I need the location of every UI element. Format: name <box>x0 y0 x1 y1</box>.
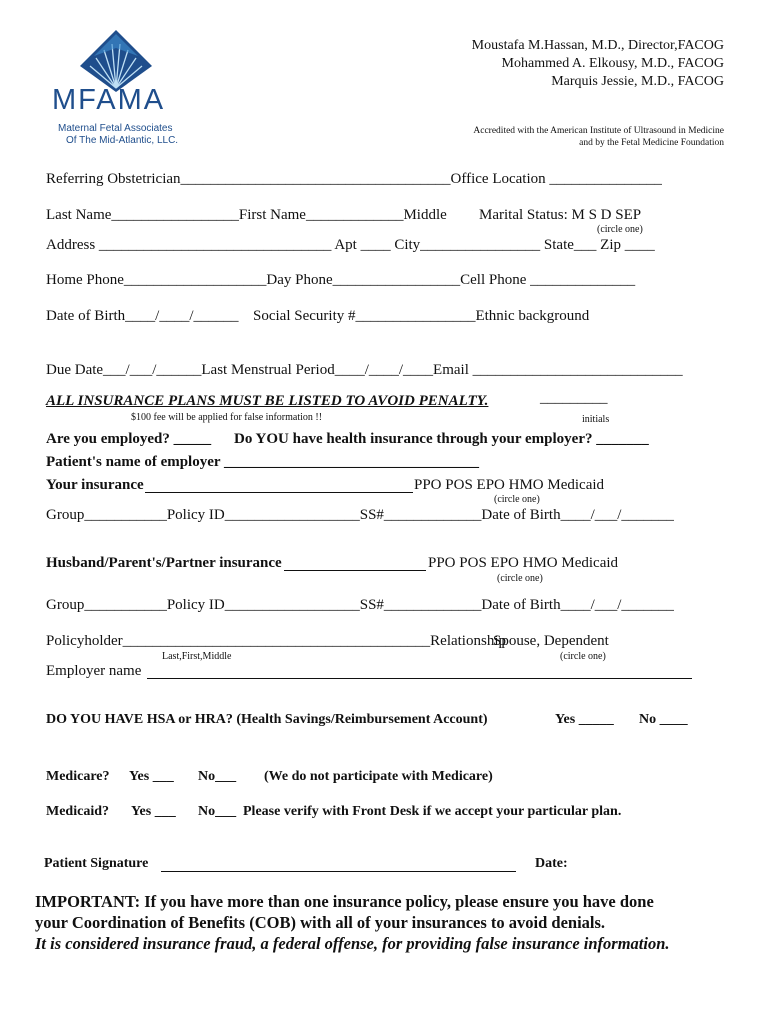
doctor-name: Marquis Jessie, M.D., FACOG <box>551 74 724 89</box>
employer-name-label: Employer name <box>46 663 142 679</box>
employer-name-line[interactable] <box>147 678 692 679</box>
marital-status[interactable]: Marital Status: M S D SEP <box>479 207 642 223</box>
fee-note: $100 fee will be applied for false information !! <box>131 412 323 423</box>
medicare-note: (We do not participate with Medicare) <box>264 769 493 784</box>
plan-type-options[interactable]: PPO POS EPO HMO Medicaid <box>414 477 605 493</box>
referring-obstetrician-field[interactable]: Referring Obstetrician____________________________________Office Location _______________ <box>46 171 662 187</box>
circle-one-note: (circle one) <box>597 224 643 235</box>
hsa-no[interactable]: No ____ <box>639 712 688 727</box>
insurance-warning: ALL INSURANCE PLANS MUST BE LISTED TO AVOID PENALTY. <box>46 393 489 409</box>
relationship-options[interactable]: Spouse, Dependent <box>493 633 609 649</box>
group-policy-fields[interactable]: Group___________Policy ID__________________SS#_____________Date of Birth____/___/_______ <box>46 507 674 523</box>
social-security-field[interactable]: Social Security #________________Ethnic background <box>253 308 590 324</box>
date-of-birth-field[interactable]: Date of Birth____/____/______ <box>46 308 239 324</box>
medicare-no[interactable]: No___ <box>198 769 237 784</box>
logo-name: MFAMA <box>52 84 166 116</box>
doctor-name: Mohammed A. Elkousy, M.D., FACOG <box>501 56 724 71</box>
partner-insurance-label: Husband/Parent's/Partner insurance <box>46 555 282 571</box>
logo-line1: Maternal Fetal Associates <box>58 123 173 134</box>
phone-fields[interactable]: Home Phone___________________Day Phone_________________Cell Phone ______________ <box>46 272 636 288</box>
policyholder-field[interactable]: Policyholder_________________________________________Relationship <box>46 633 506 649</box>
your-insurance-line[interactable] <box>145 492 413 493</box>
circle-one-note: (circle one) <box>497 573 543 584</box>
initials-field[interactable]: _________ <box>540 390 608 406</box>
employed-question[interactable]: Are you employed? _____ <box>46 431 212 447</box>
group-policy-fields[interactable]: Group___________Policy ID__________________SS#_____________Date of Birth____/___/_______ <box>46 597 674 613</box>
medicaid-yes[interactable]: Yes ___ <box>131 804 176 819</box>
initials-label: initials <box>582 414 610 425</box>
date-label: Date: <box>535 856 568 871</box>
plan-type-options[interactable]: PPO POS EPO HMO Medicaid <box>428 555 619 571</box>
hsa-yes[interactable]: Yes _____ <box>555 712 614 727</box>
signature-line[interactable] <box>161 871 516 872</box>
employer-name-field[interactable]: Patient's name of employer __________________________________ <box>46 454 480 470</box>
medicare-yes[interactable]: Yes ___ <box>129 769 174 784</box>
medicaid-note: Please verify with Front Desk if we accept your particular plan. <box>243 804 622 819</box>
doctor-name: Moustafa M.Hassan, M.D., Director,FACOG <box>471 38 724 53</box>
logo-line2: Of The Mid-Atlantic, LLC. <box>66 135 179 146</box>
due-date-fields[interactable]: Due Date___/___/______Last Menstrual Period____/____/____Email ____________________________ <box>46 362 683 378</box>
name-format-note: Last,First,Middle <box>162 651 232 662</box>
medicaid-label: Medicaid? <box>46 804 109 819</box>
employer-insurance-question[interactable]: Do YOU have health insurance through your employer? _______ <box>234 431 649 447</box>
address-fields[interactable]: Address _______________________________ Apt ____ City________________ State___ Zip ____ <box>46 237 655 253</box>
fraud-warning: It is considered insurance fraud, a federal offense, for providing false insurance information. <box>35 934 670 953</box>
medicare-label: Medicare? <box>46 769 110 784</box>
medicaid-no[interactable]: No___ <box>198 804 237 819</box>
partner-insurance-line[interactable] <box>284 570 426 571</box>
hsa-question: DO YOU HAVE HSA or HRA? (Health Savings/Reimbursement Account) <box>46 712 488 727</box>
signature-label: Patient Signature <box>44 856 149 871</box>
important-note: IMPORTANT: If you have more than one insurance policy, please ensure you have done <box>35 892 654 911</box>
circle-one-note: (circle one) <box>560 651 606 662</box>
your-insurance-label: Your insurance <box>46 477 144 493</box>
important-note: your Coordination of Benefits (COB) with all of your insurances to avoid denials. <box>35 913 606 932</box>
circle-one-note: (circle one) <box>494 494 540 505</box>
accreditation-line: Accredited with the American Institute of Ultrasound in Medicine <box>473 126 724 136</box>
name-fields[interactable]: Last Name_________________First Name_____________Middle <box>46 207 447 223</box>
accreditation-line: and by the Fetal Medicine Foundation <box>579 138 724 148</box>
